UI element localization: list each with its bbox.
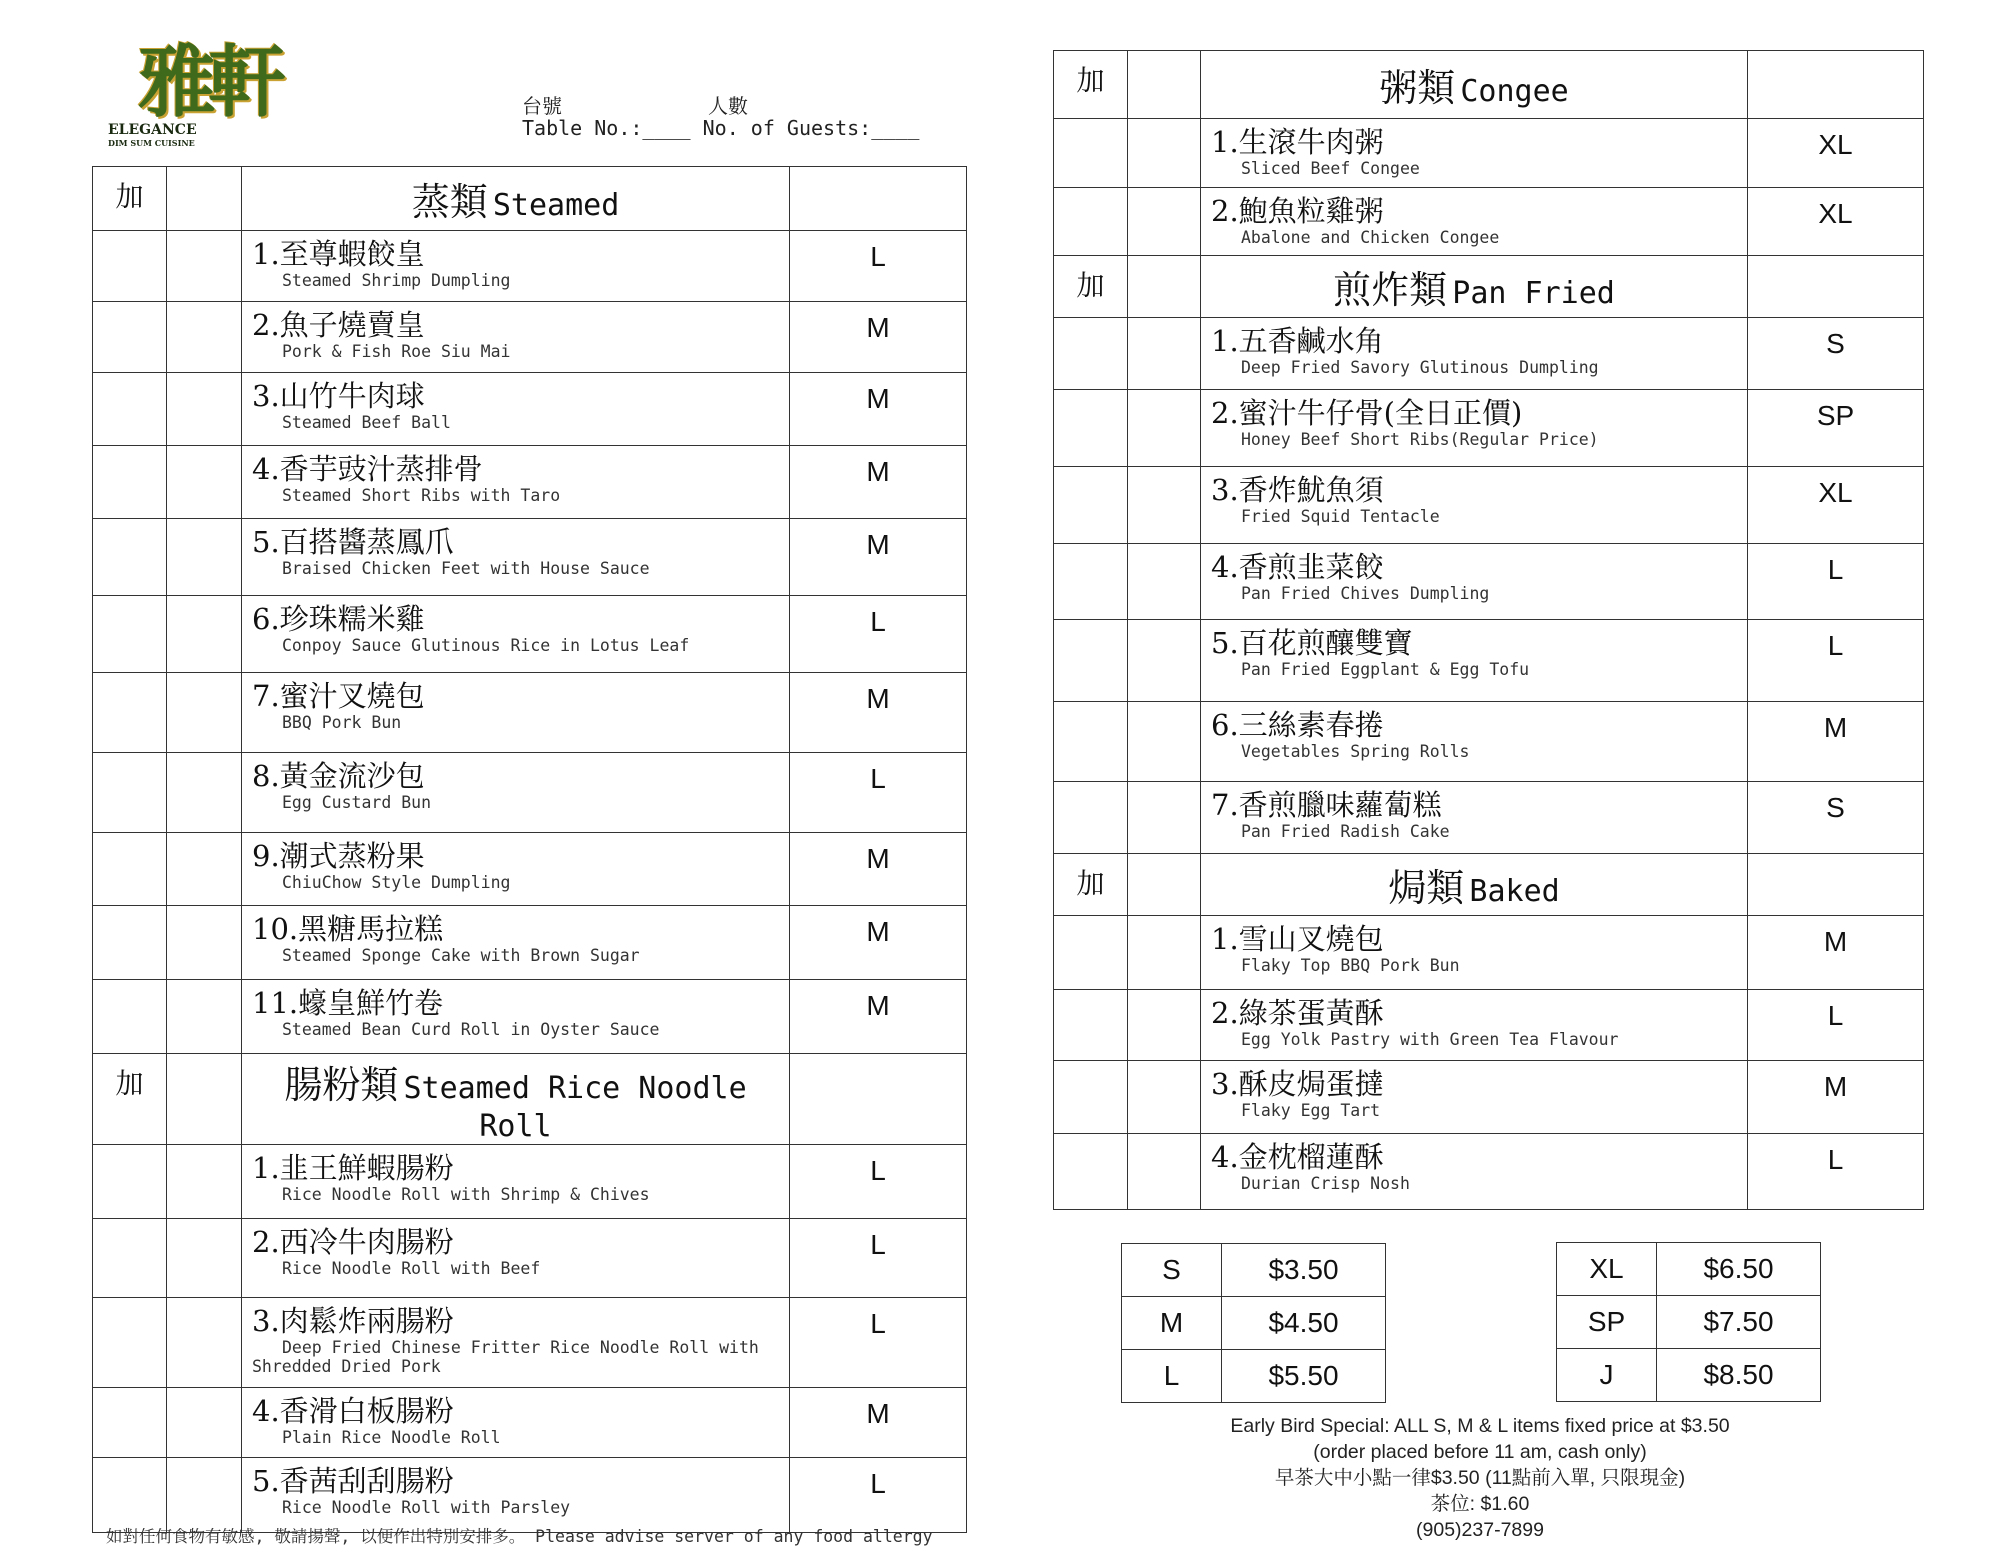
item-size: L [790, 1298, 967, 1388]
item-size: L [1748, 620, 1924, 702]
quantity-cell[interactable] [1128, 467, 1201, 544]
price-size: L [1122, 1350, 1222, 1403]
menu-item-row [93, 1219, 967, 1298]
rice_roll-section-header [93, 1054, 967, 1145]
add-column-header: 加 [1054, 51, 1128, 119]
item-name-cell [1201, 188, 1748, 256]
item-size: M [1748, 702, 1924, 782]
section-title-cn: 煎炸類 [1333, 268, 1448, 312]
add-order-cell[interactable] [1054, 119, 1128, 188]
quantity-cell[interactable] [1128, 390, 1201, 467]
quantity-cell[interactable] [167, 596, 242, 673]
size-header-cell [790, 1054, 967, 1145]
item-name-cn: 5.百花煎釀雙寶 [1211, 626, 1413, 660]
item-name-cell [242, 753, 790, 833]
early-bird-note-cn: 早茶大中小點一律$3.50 (11點前入單, 只限現金) [1274, 1467, 1686, 1489]
restaurant-logo [108, 37, 288, 156]
quantity-cell[interactable] [1128, 544, 1201, 620]
menu-item-row [1054, 990, 1924, 1061]
item-size: M [790, 1388, 967, 1458]
add-column-header: 加 [1054, 854, 1128, 916]
item-size: M [790, 373, 967, 446]
item-name-en: Deep Fried Chinese Fritter Rice Noodle Roll with Shredded Dried Pork [252, 1338, 759, 1376]
price-row [1122, 1350, 1386, 1403]
item-name-cn: 4.香煎韭菜餃 [1211, 550, 1384, 584]
menu-table-left [92, 166, 967, 1533]
item-name-en: Honey Beef Short Ribs(Regular Price) [1241, 430, 1599, 449]
pan_fried-section-title [1201, 256, 1748, 318]
item-name-en: Vegetables Spring Rolls [1241, 742, 1470, 761]
quantity-cell[interactable] [167, 1458, 242, 1533]
add-order-cell[interactable] [93, 1458, 167, 1533]
size-header-cell [1748, 854, 1924, 916]
item-name-cn: 7.香煎臘味蘿蔔糕 [1211, 788, 1442, 822]
item-name-cell [242, 1388, 790, 1458]
table-no-cn-label: 台號 [522, 94, 562, 118]
add-order-cell[interactable] [93, 1219, 167, 1298]
price-table-right [1556, 1242, 1821, 1402]
quantity-cell[interactable] [167, 833, 242, 906]
item-name-cell [242, 1298, 790, 1388]
steamed-section-title [242, 167, 790, 231]
price-size: SP [1557, 1296, 1657, 1349]
size-header-cell [1748, 256, 1924, 318]
item-name-cn: 2.綠茶蛋黃酥 [1211, 996, 1384, 1030]
item-name-cn: 9.潮式蒸粉果 [252, 839, 425, 873]
item-name-cell [242, 596, 790, 673]
quantity-cell[interactable] [1128, 702, 1201, 782]
price-table-left [1121, 1243, 1386, 1403]
item-size: M [1748, 1061, 1924, 1134]
item-name-en: Pan Fried Eggplant & Egg Tofu [1241, 660, 1530, 679]
add-order-cell[interactable] [1054, 702, 1128, 782]
add-order-cell[interactable] [1054, 188, 1128, 256]
item-name-en: Egg Yolk Pastry with Green Tea Flavour [1241, 1030, 1619, 1049]
item-name-cell [242, 446, 790, 519]
item-name-cn: 4.香芋豉汁蒸排骨 [252, 452, 483, 486]
price-value: $6.50 [1657, 1243, 1821, 1296]
item-name-cell [242, 906, 790, 980]
add-column-header: 加 [1054, 256, 1128, 318]
item-name-cell [242, 980, 790, 1054]
item-name-en: Flaky Egg Tart [1241, 1101, 1381, 1120]
item-name-cn: 11.蠔皇鮮竹卷 [252, 986, 444, 1020]
qty-header-cell [1128, 854, 1201, 916]
item-size: XL [1748, 188, 1924, 256]
item-name-en: Steamed Bean Curd Roll in Oyster Sauce [282, 1020, 660, 1039]
item-name-en: Pan Fried Radish Cake [1241, 822, 1450, 841]
item-name-cell [1201, 318, 1748, 390]
item-name-en: Rice Noodle Roll with Shrimp & Chives [282, 1185, 650, 1204]
quantity-cell[interactable] [1128, 188, 1201, 256]
item-size: M [790, 980, 967, 1054]
quantity-cell[interactable] [1128, 990, 1201, 1061]
quantity-cell[interactable] [167, 231, 242, 302]
item-name-cn: 1.生滾牛肉粥 [1211, 125, 1384, 159]
item-name-cn: 1.韭王鮮蝦腸粉 [252, 1151, 454, 1185]
congee-section-title [1201, 51, 1748, 119]
menu-item-row [1054, 467, 1924, 544]
menu-item-row [1054, 544, 1924, 620]
price-row [1557, 1296, 1821, 1349]
item-name-en: Braised Chicken Feet with House Sauce [282, 559, 650, 578]
quantity-cell[interactable] [1128, 119, 1201, 188]
section-title-cn: 腸粉類 [284, 1063, 399, 1107]
item-name-en: Flaky Top BBQ Pork Bun [1241, 956, 1460, 975]
item-name-en: Egg Custard Bun [282, 793, 432, 812]
item-name-cell [1201, 467, 1748, 544]
price-size: S [1122, 1244, 1222, 1297]
item-name-en: Abalone and Chicken Congee [1241, 228, 1500, 247]
item-name-en: Sliced Beef Congee [1241, 159, 1420, 178]
price-row [1122, 1244, 1386, 1297]
quantity-cell[interactable] [1128, 1061, 1201, 1134]
baked-section-header [1054, 854, 1924, 916]
add-order-cell[interactable] [93, 1298, 167, 1388]
price-value: $4.50 [1222, 1297, 1386, 1350]
item-name-en: Steamed Short Ribs with Taro [282, 486, 561, 505]
item-name-cn: 5.百搭醬蒸鳳爪 [252, 525, 454, 559]
item-name-en: Deep Fried Savory Glutinous Dumpling [1241, 358, 1599, 377]
menu-item-row [93, 596, 967, 673]
menu-item-row [1054, 620, 1924, 702]
item-name-cell [242, 302, 790, 373]
add-order-cell[interactable] [93, 519, 167, 596]
logo-subtitle: DIM SUM CUISINE [108, 138, 195, 148]
menu-item-row [93, 446, 967, 519]
menu-item-row [1054, 318, 1924, 390]
section-title-en: Pan Fried [1452, 276, 1615, 311]
menu-item-row [93, 673, 967, 753]
order-note: (order placed before 11 am, cash only) [1313, 1441, 1647, 1463]
item-name-en: Steamed Shrimp Dumpling [282, 271, 511, 290]
item-name-cell [242, 1219, 790, 1298]
menu-item-row [93, 519, 967, 596]
item-name-cell [242, 231, 790, 302]
price-size: M [1122, 1297, 1222, 1350]
add-order-cell[interactable] [93, 596, 167, 673]
add-order-cell[interactable] [93, 980, 167, 1054]
add-order-cell[interactable] [93, 302, 167, 373]
item-name-cn: 2.西冷牛肉腸粉 [252, 1225, 454, 1259]
add-order-cell[interactable] [93, 1145, 167, 1219]
item-size: XL [1748, 467, 1924, 544]
item-name-cell [1201, 1134, 1748, 1210]
early-bird-note: Early Bird Special: ALL S, M & L items fixed price at $3.50 [1230, 1415, 1730, 1437]
price-size: J [1557, 1349, 1657, 1402]
item-size: M [1748, 916, 1924, 990]
quantity-cell[interactable] [167, 673, 242, 753]
add-order-cell[interactable] [1054, 916, 1128, 990]
item-size: L [790, 231, 967, 302]
item-name-cell [1201, 990, 1748, 1061]
item-size: M [790, 906, 967, 980]
quantity-cell[interactable] [1128, 318, 1201, 390]
item-name-cn: 3.酥皮焗蛋撻 [1211, 1067, 1384, 1101]
add-order-cell[interactable] [1054, 544, 1128, 620]
item-size: SP [1748, 390, 1924, 467]
menu-table-right [1053, 50, 1924, 1210]
add-order-cell[interactable] [93, 833, 167, 906]
price-value: $8.50 [1657, 1349, 1821, 1402]
item-name-cn: 8.黃金流沙包 [252, 759, 425, 793]
qty-header-cell [1128, 256, 1201, 318]
item-name-cn: 7.蜜汁叉燒包 [252, 679, 425, 713]
quantity-cell[interactable] [167, 373, 242, 446]
item-name-cn: 3.香炸魷魚須 [1211, 473, 1384, 507]
item-name-cell [1201, 702, 1748, 782]
item-name-cn: 4.金枕榴蓮酥 [1211, 1140, 1384, 1174]
steamed-section-header [93, 167, 967, 231]
baked-section-title [1201, 854, 1748, 916]
table-guests-line[interactable]: Table No.:____ No. of Guests:____ [522, 116, 920, 140]
quantity-cell[interactable] [167, 519, 242, 596]
quantity-cell[interactable] [1128, 1134, 1201, 1210]
item-name-cn: 3.肉鬆炸兩腸粉 [252, 1304, 454, 1338]
menu-item-row [1054, 1134, 1924, 1210]
section-title-en: Congee [1460, 74, 1569, 109]
item-name-en: BBQ Pork Bun [282, 713, 402, 732]
menu-item-row [93, 1298, 967, 1388]
item-size: L [790, 1219, 967, 1298]
menu-item-row [93, 302, 967, 373]
menu-item-row [1054, 702, 1924, 782]
item-size: S [1748, 782, 1924, 854]
item-name-cn: 1.至尊蝦餃皇 [252, 237, 425, 271]
quantity-cell[interactable] [167, 446, 242, 519]
add-column-header: 加 [93, 167, 167, 231]
item-name-cell [242, 1145, 790, 1219]
quantity-cell[interactable] [167, 906, 242, 980]
menu-item-row [93, 373, 967, 446]
item-name-cell [242, 833, 790, 906]
quantity-cell[interactable] [167, 1388, 242, 1458]
congee-section-header [1054, 51, 1924, 119]
item-name-cell [242, 373, 790, 446]
quantity-cell[interactable] [167, 1298, 242, 1388]
item-name-cn: 10.黑糖馬拉糕 [252, 912, 444, 946]
item-name-en: ChiuChow Style Dumpling [282, 873, 511, 892]
item-name-cell [1201, 544, 1748, 620]
add-order-cell[interactable] [93, 906, 167, 980]
price-row [1557, 1349, 1821, 1402]
item-name-en: Pan Fried Chives Dumpling [1241, 584, 1490, 603]
menu-item-row [1054, 916, 1924, 990]
tea-fee: 茶位: $1.60 [1430, 1493, 1530, 1515]
section-title-cn: 蒸類 [411, 180, 488, 224]
add-order-cell[interactable] [93, 673, 167, 753]
allergy-note: 如對任何食物有敏感, 敬請揚聲, 以便作出特別安排多。 Please advise server of any food allergy [106, 1527, 933, 1546]
item-name-cell [1201, 782, 1748, 854]
menu-item-row [93, 906, 967, 980]
item-name-en: Conpoy Sauce Glutinous Rice in Lotus Leaf [282, 636, 690, 655]
add-order-cell[interactable] [93, 446, 167, 519]
item-size: M [790, 833, 967, 906]
item-name-cell [1201, 390, 1748, 467]
add-order-cell[interactable] [93, 373, 167, 446]
item-name-cn: 2.魚子燒賣皇 [252, 308, 425, 342]
logo-english: ELEGANCE [108, 122, 197, 138]
menu-item-row [93, 1145, 967, 1219]
add-order-cell[interactable] [93, 231, 167, 302]
qty-header-cell [167, 1054, 242, 1145]
quantity-cell[interactable] [167, 980, 242, 1054]
add-order-cell[interactable] [1054, 990, 1128, 1061]
item-name-en: Rice Noodle Roll with Parsley [282, 1498, 571, 1517]
item-name-cn: 1.雪山叉燒包 [1211, 922, 1384, 956]
footer-notes [1110, 1413, 1850, 1543]
item-name-cn: 5.香茜刮刮腸粉 [252, 1464, 454, 1498]
add-column-header: 加 [93, 1054, 167, 1145]
menu-item-row [1054, 1061, 1924, 1134]
pan_fried-section-header [1054, 256, 1924, 318]
item-name-en: Durian Crisp Nosh [1241, 1174, 1410, 1193]
price-value: $5.50 [1222, 1350, 1386, 1403]
add-order-cell[interactable] [93, 1388, 167, 1458]
menu-item-row [93, 980, 967, 1054]
item-name-cn: 6.三絲素春捲 [1211, 708, 1384, 742]
item-name-en: Pork & Fish Roe Siu Mai [282, 342, 511, 361]
section-title-en: Steamed Rice Noodle Roll [403, 1071, 747, 1144]
item-name-en: Steamed Sponge Cake with Brown Sugar [282, 946, 640, 965]
price-row [1557, 1243, 1821, 1296]
price-size: XL [1557, 1243, 1657, 1296]
section-title-cn: 焗類 [1388, 866, 1465, 910]
item-name-cn: 2.鮑魚粒雞粥 [1211, 194, 1384, 228]
item-size: M [790, 446, 967, 519]
qty-header-cell [167, 167, 242, 231]
quantity-cell[interactable] [167, 302, 242, 373]
size-header-cell [1748, 51, 1924, 119]
section-title-en: Steamed [492, 188, 620, 223]
qty-header-cell [1128, 51, 1201, 119]
item-name-cell [1201, 620, 1748, 702]
item-name-cn: 6.珍珠糯米雞 [252, 602, 425, 636]
section-title-en: Baked [1469, 874, 1560, 909]
add-order-cell[interactable] [1054, 620, 1128, 702]
section-title-cn: 粥類 [1379, 66, 1456, 110]
menu-item-row [93, 1388, 967, 1458]
item-size: L [790, 1458, 967, 1533]
item-size: XL [1748, 119, 1924, 188]
item-size: S [1748, 318, 1924, 390]
phone-number: (905)237-7899 [1416, 1519, 1544, 1541]
menu-item-row [93, 1458, 967, 1533]
quantity-cell[interactable] [167, 753, 242, 833]
rice_roll-section-title [242, 1054, 790, 1145]
item-size: M [790, 519, 967, 596]
menu-item-row [1054, 390, 1924, 467]
item-name-cell [1201, 119, 1748, 188]
menu-item-row [1054, 782, 1924, 854]
menu-item-row [1054, 119, 1924, 188]
item-size: L [1748, 544, 1924, 620]
item-name-en: Fried Squid Tentacle [1241, 507, 1440, 526]
add-order-cell[interactable] [1054, 467, 1128, 544]
add-order-cell[interactable] [1054, 318, 1128, 390]
menu-item-row [1054, 188, 1924, 256]
menu-item-row [93, 833, 967, 906]
price-value: $3.50 [1222, 1244, 1386, 1297]
size-header-cell [790, 167, 967, 231]
item-name-cell [242, 1458, 790, 1533]
add-order-cell[interactable] [93, 753, 167, 833]
menu-item-row [93, 231, 967, 302]
add-order-cell[interactable] [1054, 1134, 1128, 1210]
menu-item-row [93, 753, 967, 833]
item-name-cn: 1.五香鹹水角 [1211, 324, 1384, 358]
item-name-cell [242, 519, 790, 596]
quantity-cell[interactable] [167, 1219, 242, 1298]
add-order-cell[interactable] [1054, 1061, 1128, 1134]
item-name-en: Rice Noodle Roll with Beef [282, 1259, 541, 1278]
item-name-cn: 4.香滑白板腸粉 [252, 1394, 454, 1428]
logo-chinese: 雅軒 [138, 37, 279, 128]
item-size: L [1748, 1134, 1924, 1210]
price-row [1122, 1297, 1386, 1350]
quantity-cell[interactable] [1128, 620, 1201, 702]
price-value: $7.50 [1657, 1296, 1821, 1349]
guests-cn-label: 人數 [708, 94, 748, 118]
item-size: L [790, 596, 967, 673]
item-size: L [790, 753, 967, 833]
item-size: L [790, 1145, 967, 1219]
item-size: M [790, 673, 967, 753]
item-name-cn: 3.山竹牛肉球 [252, 379, 425, 413]
item-name-en: Steamed Beef Ball [282, 413, 451, 432]
add-order-cell[interactable] [1054, 782, 1128, 854]
item-name-cell [1201, 1061, 1748, 1134]
quantity-cell[interactable] [167, 1145, 242, 1219]
item-name-cell [1201, 916, 1748, 990]
add-order-cell[interactable] [1054, 390, 1128, 467]
quantity-cell[interactable] [1128, 782, 1201, 854]
item-name-cn: 2.蜜汁牛仔骨(全日正價) [1211, 396, 1523, 430]
item-name-en: Plain Rice Noodle Roll [282, 1428, 501, 1447]
item-size: L [1748, 990, 1924, 1061]
item-name-cell [242, 673, 790, 753]
quantity-cell[interactable] [1128, 916, 1201, 990]
item-size: M [790, 302, 967, 373]
